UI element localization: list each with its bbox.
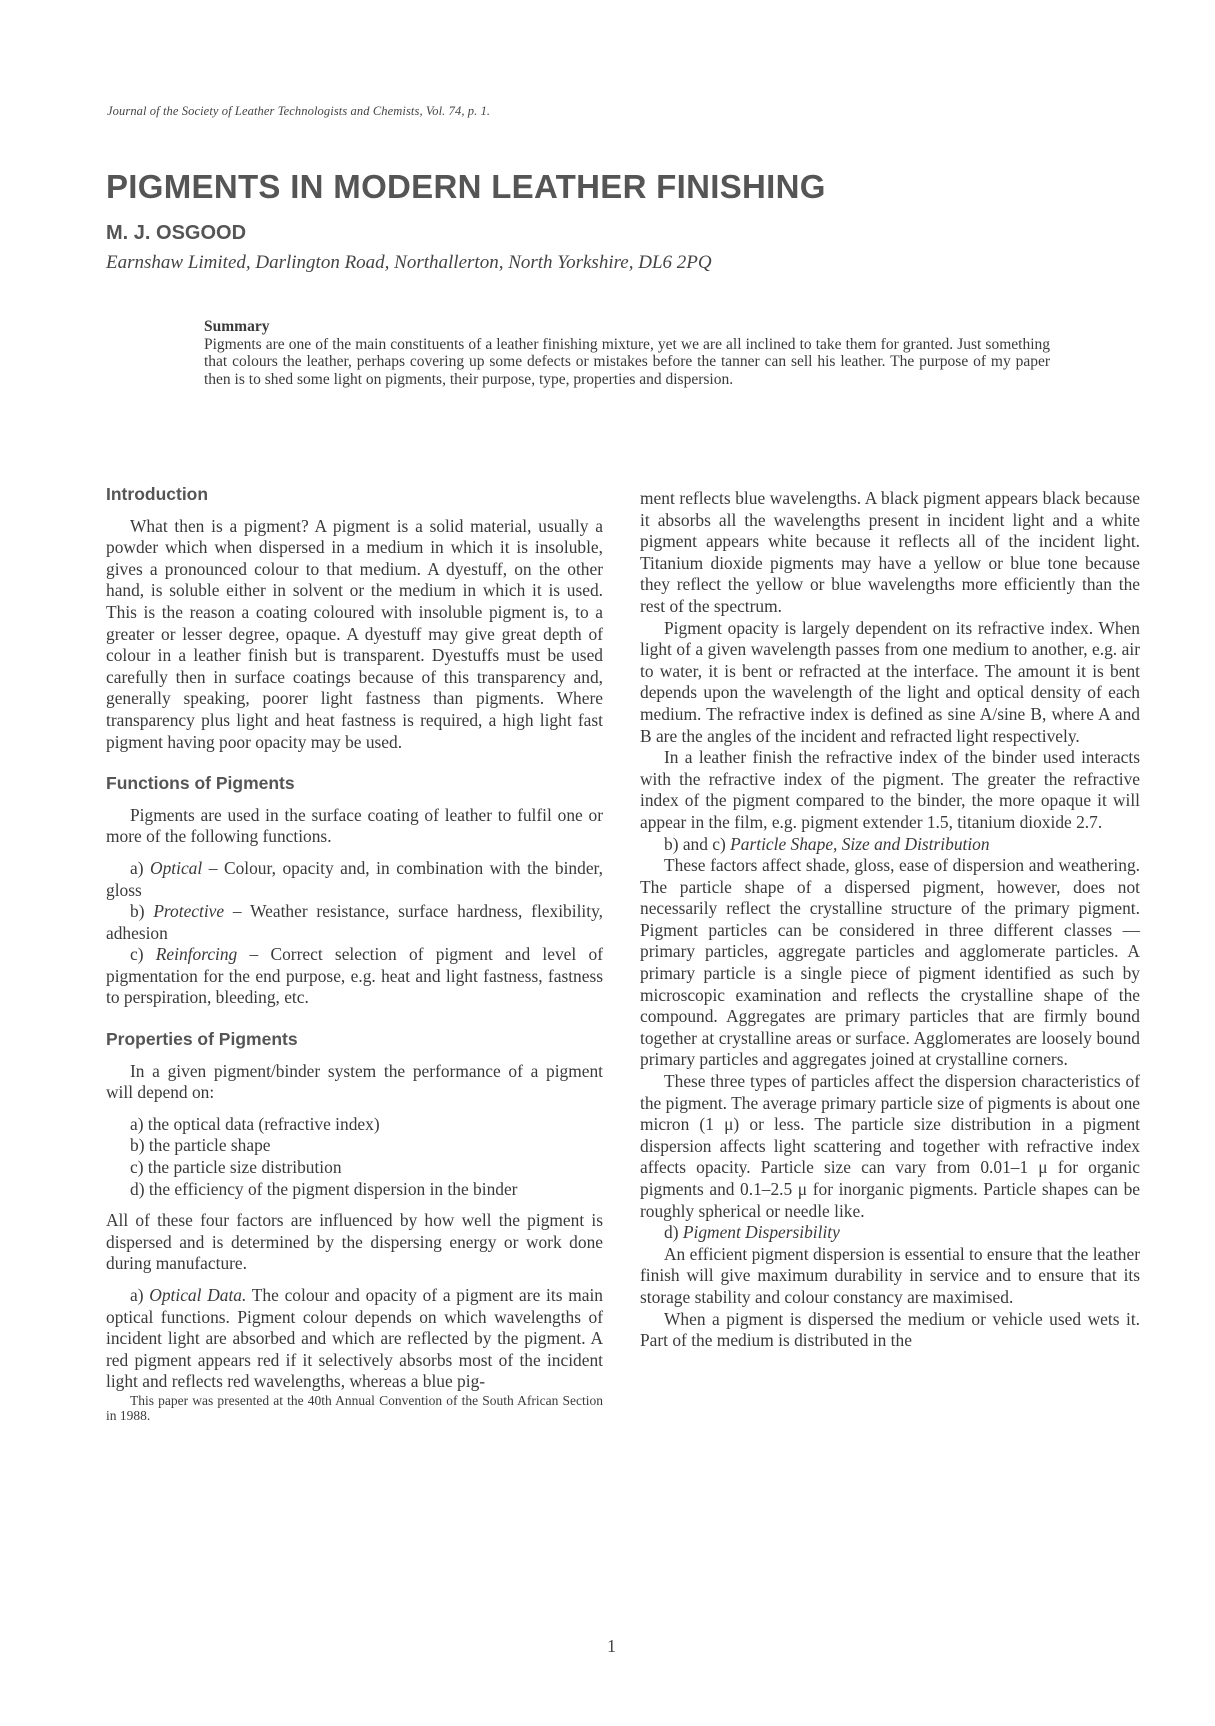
summary-heading: Summary: [204, 318, 270, 335]
paragraph: ment reflects blue wavelengths. A black pigment appears black because it absorbs all the wavelengths present in incident light and a white pigment appears white because it reflects all of the incident light. Titanium dioxide pigments may have a yellow or blue tone because they reflect the yellow or blue wavelengths more efficiently than the rest of the spectrum.: [640, 488, 1140, 616]
paragraph: When a pigment is dispersed the medium or vehicle used wets it. Part of the medium is distributed in the: [640, 1308, 1140, 1351]
journal-citation: Journal of the Society of Leather Technologists and Chemists, Vol. 74, p. 1.: [107, 104, 491, 118]
author-name: M. J. OSGOOD: [106, 222, 247, 244]
function-item-protective: b) Protective – Weather resistance, surface hardness, flexibility, adhesion: [106, 901, 603, 943]
section-heading-functions: Functions of Pigments: [106, 773, 295, 794]
summary-block: [204, 318, 1050, 388]
section-heading-introduction: Introduction: [106, 484, 209, 504]
properties-after: All of these four factors are influenced by how well the pigment is dispersed and is determined by the dispersing energy or work done during manufacture.: [106, 1210, 603, 1274]
function-item-reinforcing: c) Reinforcing – Correct selection of pigment and level of pigmentation for the end purpose, e.g. heat and light fastness, fastness to perspiration, bleeding, etc.: [106, 944, 603, 1008]
properties-intro: In a given pigment/binder system the performance of a pigment will depend on:: [106, 1060, 603, 1103]
properties-item: a) the optical data (refractive index): [130, 1113, 380, 1134]
properties-item: c) the particle size distribution: [130, 1157, 342, 1178]
summary-text: Pigments are one of the main constituents of a leather finishing mixture, yet we are all inclined to take them for granted. Just something that colours the leather, perhaps covering up some defects or mistakes before the tanner can sell his leather. The purpose of my paper then is to shed some light on pigments, their purpose, type, properties and dispersion.: [204, 335, 1050, 388]
paragraph: An efficient pigment dispersion is essential to ensure that the leather finish will give maximum durability in service and to ensure that its storage stability and colour constancy are maximised.: [640, 1243, 1140, 1307]
page-number: 1: [607, 1636, 616, 1656]
properties-item: b) the particle shape: [130, 1135, 271, 1156]
functions-intro: Pigments are used in the surface coating of leather to fulfil one or more of the following functions.: [106, 804, 603, 847]
paper-title: PIGMENTS IN MODERN LEATHER FINISHING: [106, 168, 826, 205]
properties-item: d) the efficiency of the pigment dispersion in the binder: [130, 1178, 518, 1199]
paragraph: In a leather finish the refractive index of the binder used interacts with the refractive index of the pigment. The greater the refractive index of the pigment compared to the binder, the more opaque it will appear in the film, e.g. pigment extender 1.5, titanium dioxide 2.7.: [640, 747, 1140, 832]
optical-data-paragraph: a) Optical Data. The colour and opacity of a pigment are its main optical functions. Pigment colour depends on which wavelengths of incident light are absorbed and which are reflected by the pigment. A red pigment appears red if it selectively absorbs most of the incident light and reflects red wavelengths, whereas a blue pig-: [106, 1285, 604, 1392]
introduction-paragraph: What then is a pigment? A pigment is a solid material, usually a powder which when dispersed in a medium in which it is insoluble, gives a pronounced colour to that medium. A dyestuff, on the other hand, is soluble either in solvent or the medium in which it is used. This is the reason a coating coloured with insoluble pigment is, to a greater or lesser degree, opaque. A dyestuff may give great depth of colour in a leather finish but is transparent. Dyestuffs must be used carefully then in surface coatings because of this transparency and, generally speaking, poorer light fastness than pigments. Where transparency plus light and heat fastness is required, a high light fast pigment having poor opacity may be used.: [106, 515, 603, 752]
left-column: [106, 484, 603, 1423]
section-heading-properties: Properties of Pigments: [106, 1029, 298, 1050]
footnote: This paper was presented at the 40th Annual Convention of the South African Section in 1988.: [106, 1392, 603, 1423]
subheading-particle-shape: b) and c) Particle Shape, Size and Distribution: [664, 833, 990, 854]
paragraph: These three types of particles affect the dispersion characteristics of the pigment. The average primary particle size of pigments is about one micron (1 μ) or less. The particle size distribution in a pigment dispersion affects light scattering and together with refractive index affects opacity. Particle size can vary from 0.01–1 μ for organic pigments and 0.1–2.5 μ for inorganic pigments. Particle shapes can be roughly spherical or needle like.: [640, 1071, 1140, 1221]
paragraph: These factors affect shade, gloss, ease of dispersion and weathering. The particle shape of a dispersed pigment, however, does not necessarily reflect the crystalline structure of the primary pigment. Pigment particles can be considered in three different classes — primary particles, aggregate particles and agglomerate particles. A primary particle is a single piece of pigment identified as such by microscopic examination and reflects the crystalline shape of the compound. Aggregates are primary particles that are firmly bound together at crystalline areas or surface. Agglomerates are loosely bound primary particles and aggregates joined at crystalline corners.: [640, 855, 1140, 1070]
function-item-optical: a) Optical – Colour, opacity and, in combination with the binder, gloss: [106, 857, 603, 900]
paragraph: Pigment opacity is largely dependent on its refractive index. When light of a given wavelength passes from one medium to another, e.g. air to water, it is bent or refracted at the interface. The amount it is bent depends upon the wavelength of the light and optical density of each medium. The refractive index is defined as sine A/sine B, where A and B are the angles of the incident and refracted light respectively.: [640, 617, 1140, 746]
right-column: [640, 488, 1140, 1352]
subheading-dispersibility: d) Pigment Dispersibility: [664, 1222, 840, 1243]
author-affiliation: Earnshaw Limited, Darlington Road, Northallerton, North Yorkshire, DL6 2PQ: [106, 252, 712, 273]
properties-list: [106, 1114, 603, 1200]
